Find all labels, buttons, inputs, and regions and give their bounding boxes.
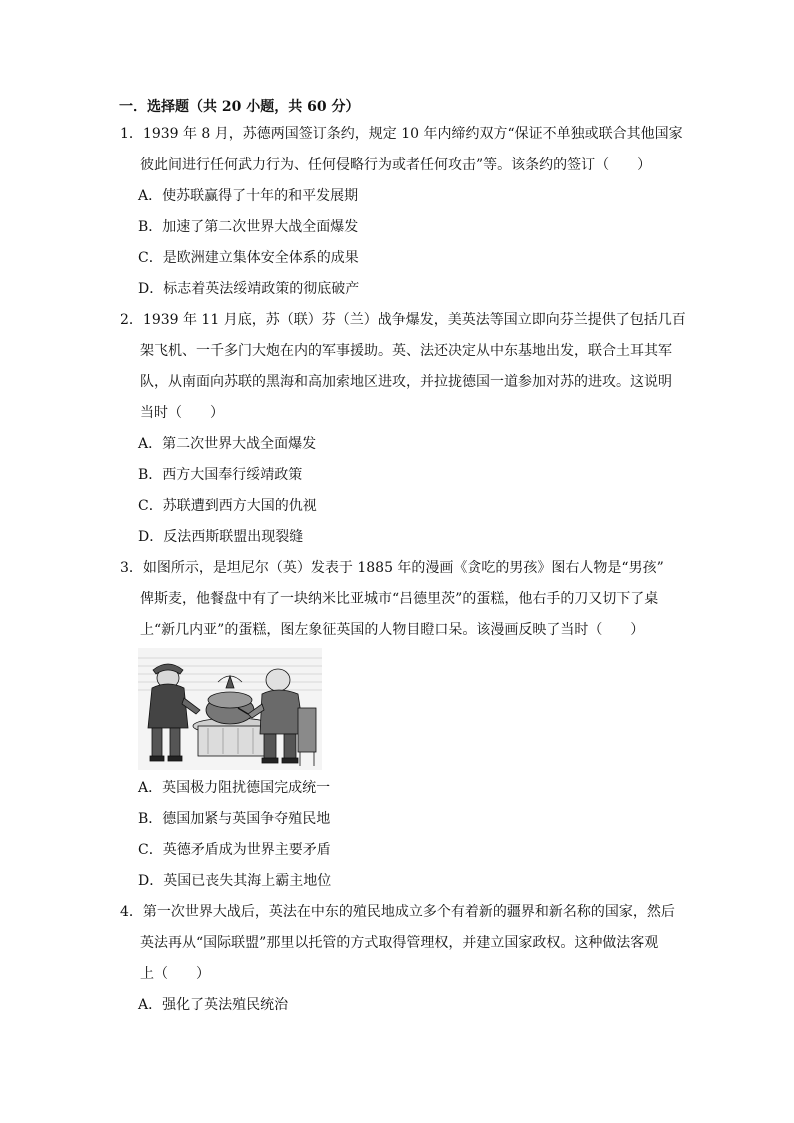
question-2-option-a[interactable]: A．第二次世界大战全面爆发 bbox=[138, 436, 317, 452]
question-1-option-c[interactable]: C．是欧洲建立集体安全体系的成果 bbox=[138, 250, 359, 266]
section-title: 一．选择题（共 20 小题，共 60 分） bbox=[119, 99, 360, 115]
question-4-line-3: 上（ ） bbox=[140, 966, 210, 982]
question-3-option-c[interactable]: C．英德矛盾成为世界主要矛盾 bbox=[138, 842, 331, 858]
question-1-option-a[interactable]: A．使苏联赢得了十年的和平发展期 bbox=[138, 188, 359, 204]
question-2-option-c[interactable]: C．苏联遭到西方大国的仇视 bbox=[138, 498, 317, 514]
question-4-line-1: 4．第一次世界大战后，英法在中东的殖民地成立多个有着新的疆界和新名称的国家，然后 bbox=[120, 904, 675, 920]
question-2-line-3: 队，从南面向苏联的黑海和高加索地区进攻，并拉拢德国一道参加对苏的进攻。这说明 bbox=[140, 374, 672, 390]
question-4-line-2: 英法再从“国际联盟”那里以托管的方式取得管理权，并建立国家政权。这种做法客观 bbox=[140, 935, 659, 951]
question-1-line-1: 1．1939 年 8 月，苏德两国签订条约，规定 10 年内缔约双方“保证不单独或联合其他国家 bbox=[120, 126, 683, 142]
cartoon-illustration bbox=[138, 648, 322, 770]
question-2-option-b[interactable]: B．西方大国奉行绥靖政策 bbox=[138, 467, 303, 483]
question-3-line-2: 俾斯麦，他餐盘中有了一块纳米比亚城市“吕德里茨”的蛋糕，他右手的刀又切下了桌 bbox=[140, 591, 659, 607]
question-4-option-a[interactable]: A．强化了英法殖民统治 bbox=[138, 997, 289, 1013]
question-2-option-d[interactable]: D．反法西斯联盟出现裂缝 bbox=[138, 529, 304, 545]
question-1-option-b[interactable]: B．加速了第二次世界大战全面爆发 bbox=[138, 219, 359, 235]
question-1-option-d[interactable]: D．标志着英法绥靖政策的彻底破产 bbox=[138, 281, 360, 297]
question-2-line-4: 当时（ ） bbox=[140, 405, 224, 421]
question-2-line-1: 2．1939 年 11 月底，苏（联）芬（兰）战争爆发，美英法等国立即向芬兰提供了包括几百 bbox=[120, 312, 686, 328]
question-3-option-a[interactable]: A．英国极力阻扰德国完成统一 bbox=[138, 780, 331, 796]
question-1-line-2: 彼此间进行任何武力行为、任何侵略行为或者任何攻击”等。该条约的签订（ ） bbox=[140, 157, 652, 173]
question-3-line-1: 3．如图所示，是坦尼尔（英）发表于 1885 年的漫画《贪吃的男孩》图右人物是“男孩” bbox=[120, 560, 664, 576]
question-3-option-b[interactable]: B．德国加紧与英国争夺殖民地 bbox=[138, 811, 331, 827]
question-3-line-3: 上“新几内亚”的蛋糕，图左象征英国的人物目瞪口呆。该漫画反映了当时（ ） bbox=[140, 622, 645, 638]
question-3-option-d[interactable]: D．英国已丧失其海上霸主地位 bbox=[138, 873, 332, 889]
question-2-line-2: 架飞机、一千多门大炮在内的军事援助。英、法还决定从中东基地出发，联合土耳其军 bbox=[140, 343, 672, 359]
